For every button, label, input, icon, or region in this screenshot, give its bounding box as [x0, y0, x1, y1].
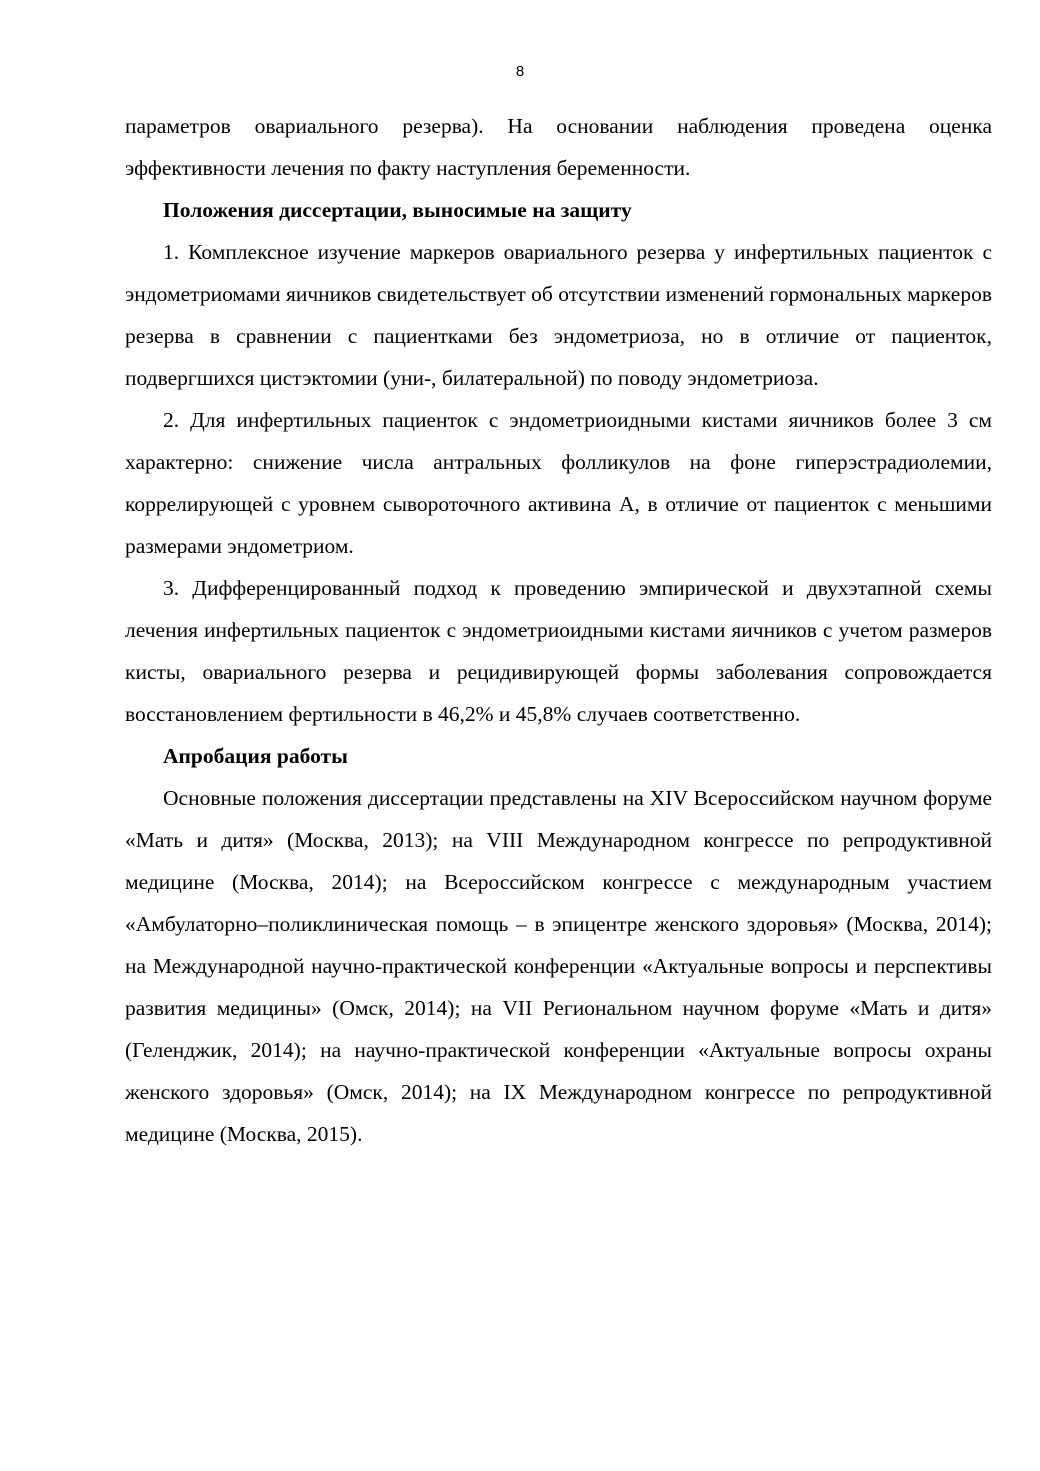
- page-number: 8: [515, 63, 525, 80]
- thesis-1: 1. Комплексное изучение маркеров овариального резерва у инфертильных пациенток с эндометриомами яичников свидетельствует об отсутствии изменений гормональных маркеров резерва в сравнении с пациентками без эндометриоза, но в отличие от пациенток, подвергшихся цистэктомии (уни-, билатеральной) по поводу эндометриоза.: [125, 240, 992, 390]
- thesis-3: 3. Дифференцированный подход к проведению эмпирической и двухэтапной схемы лечения инфертильных пациенток с эндометриоидными кистами яичников с учетом размеров кисты, овариального резерва и рецидивирующей формы заболевания сопровождается восстановлением фертильности в 46,2% и 45,8% случаев соответственно.: [125, 576, 992, 726]
- approbation-paragraph: Основные положения диссертации представлены на XIV Всероссийском научном форуме «Мать и дитя» (Москва, 2013); на VIII Международном конгрессе по репродуктивной медицине (Москва, 2014); на Всероссийском конгрессе с международным участием «Амбулаторно–поликлиническая помощь – в эпицентре женского здоровья» (Москва, 2014); на Международной научно-практической конференции «Актуальные вопросы и перспективы развития медицины» (Омск, 2014); на VII Региональном научном форуме «Мать и дитя» (Геленджик, 2014); на научно-практической конференции «Актуальные вопросы охраны женского здоровья» (Омск, 2014); на IX Международном конгрессе по репродуктивной медицине (Москва, 2015).: [125, 786, 992, 1146]
- paragraph-continuation: параметров овариального резерва). На основании наблюдения проведена оценка эффективности лечения по факту наступления беременности.: [125, 114, 992, 180]
- section-heading-approbation: Апробация работы: [163, 744, 348, 768]
- section-heading-theses: Положения диссертации, выносимые на защиту: [163, 198, 632, 222]
- body-text: [125, 105, 992, 1155]
- thesis-2: 2. Для инфертильных пациенток с эндометриоидными кистами яичников более 3 см характерно: снижение числа антральных фолликулов на фоне гиперэстрадиолемии, коррелирующей с уровнем сывороточного активина А, в отличие от пациенток с меньшими размерами эндометриом.: [125, 408, 992, 558]
